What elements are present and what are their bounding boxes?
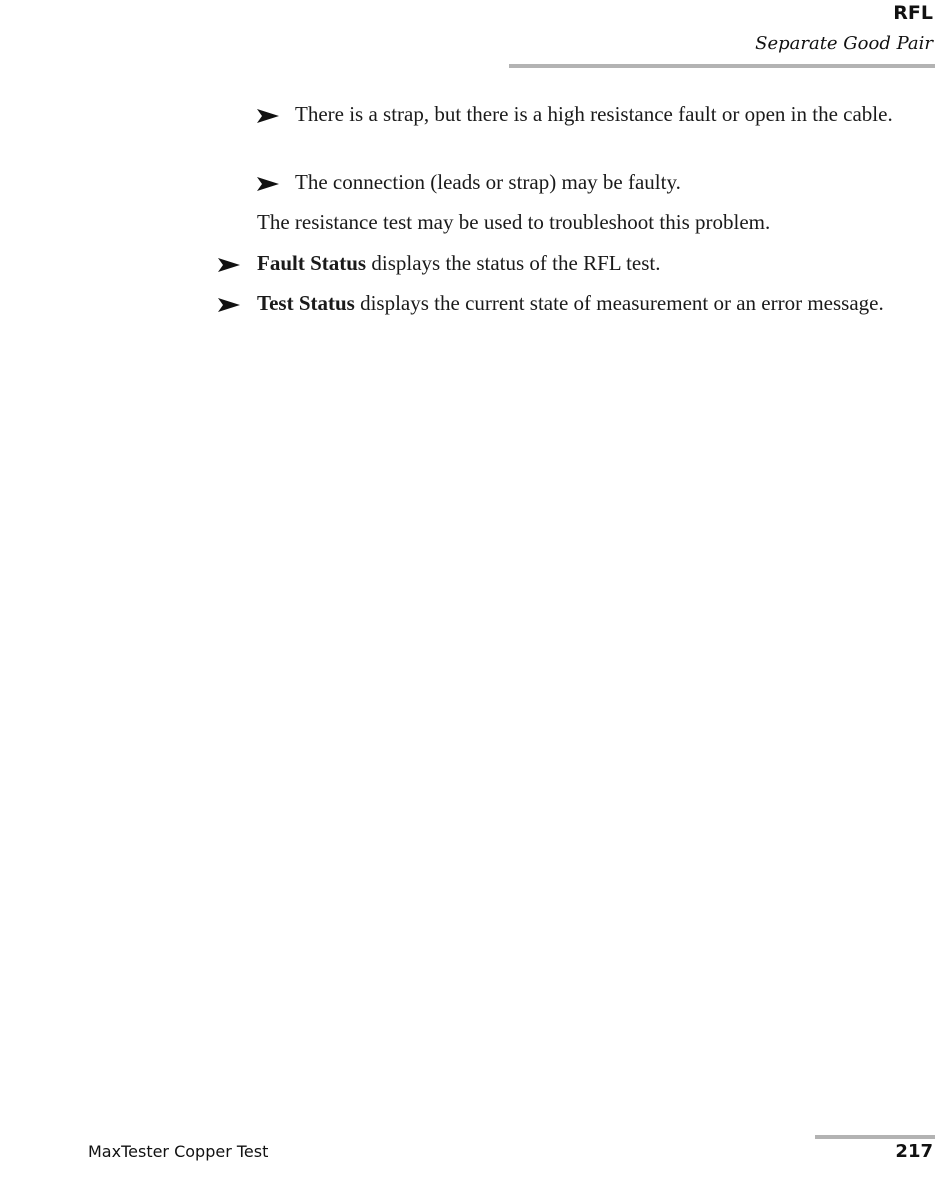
page-number: 217 (895, 1141, 933, 1162)
header-rule (509, 64, 935, 68)
bullet-test-status (257, 289, 897, 317)
sub-bullet-strap-fault: There is a strap, but there is a high resistance fault or open in the cable. (295, 102, 893, 126)
section-title: Separate Good Pair (755, 33, 933, 54)
test-status-term: Test Status (257, 291, 355, 315)
arrowhead-bullet-icon (257, 177, 279, 191)
fault-status-description: displays the status of the RFL test. (366, 251, 661, 275)
bullet-fault-status (257, 249, 927, 277)
arrowhead-bullet-icon (218, 258, 240, 272)
arrowhead-bullet-icon (257, 109, 279, 123)
sub-bullet-connection-faulty: The connection (leads or strap) may be faulty. (295, 170, 681, 194)
fault-status-term: Fault Status (257, 251, 367, 275)
arrowhead-bullet-icon (218, 298, 240, 312)
footer-document-title: MaxTester Copper Test (88, 1142, 269, 1161)
chapter-title: RFL (893, 2, 933, 24)
test-status-description: displays the current state of measurement or an error message. (354, 291, 884, 315)
footer-rule (815, 1135, 935, 1139)
resistance-test-paragraph: The resistance test may be used to troubleshoot this problem. (257, 210, 771, 234)
